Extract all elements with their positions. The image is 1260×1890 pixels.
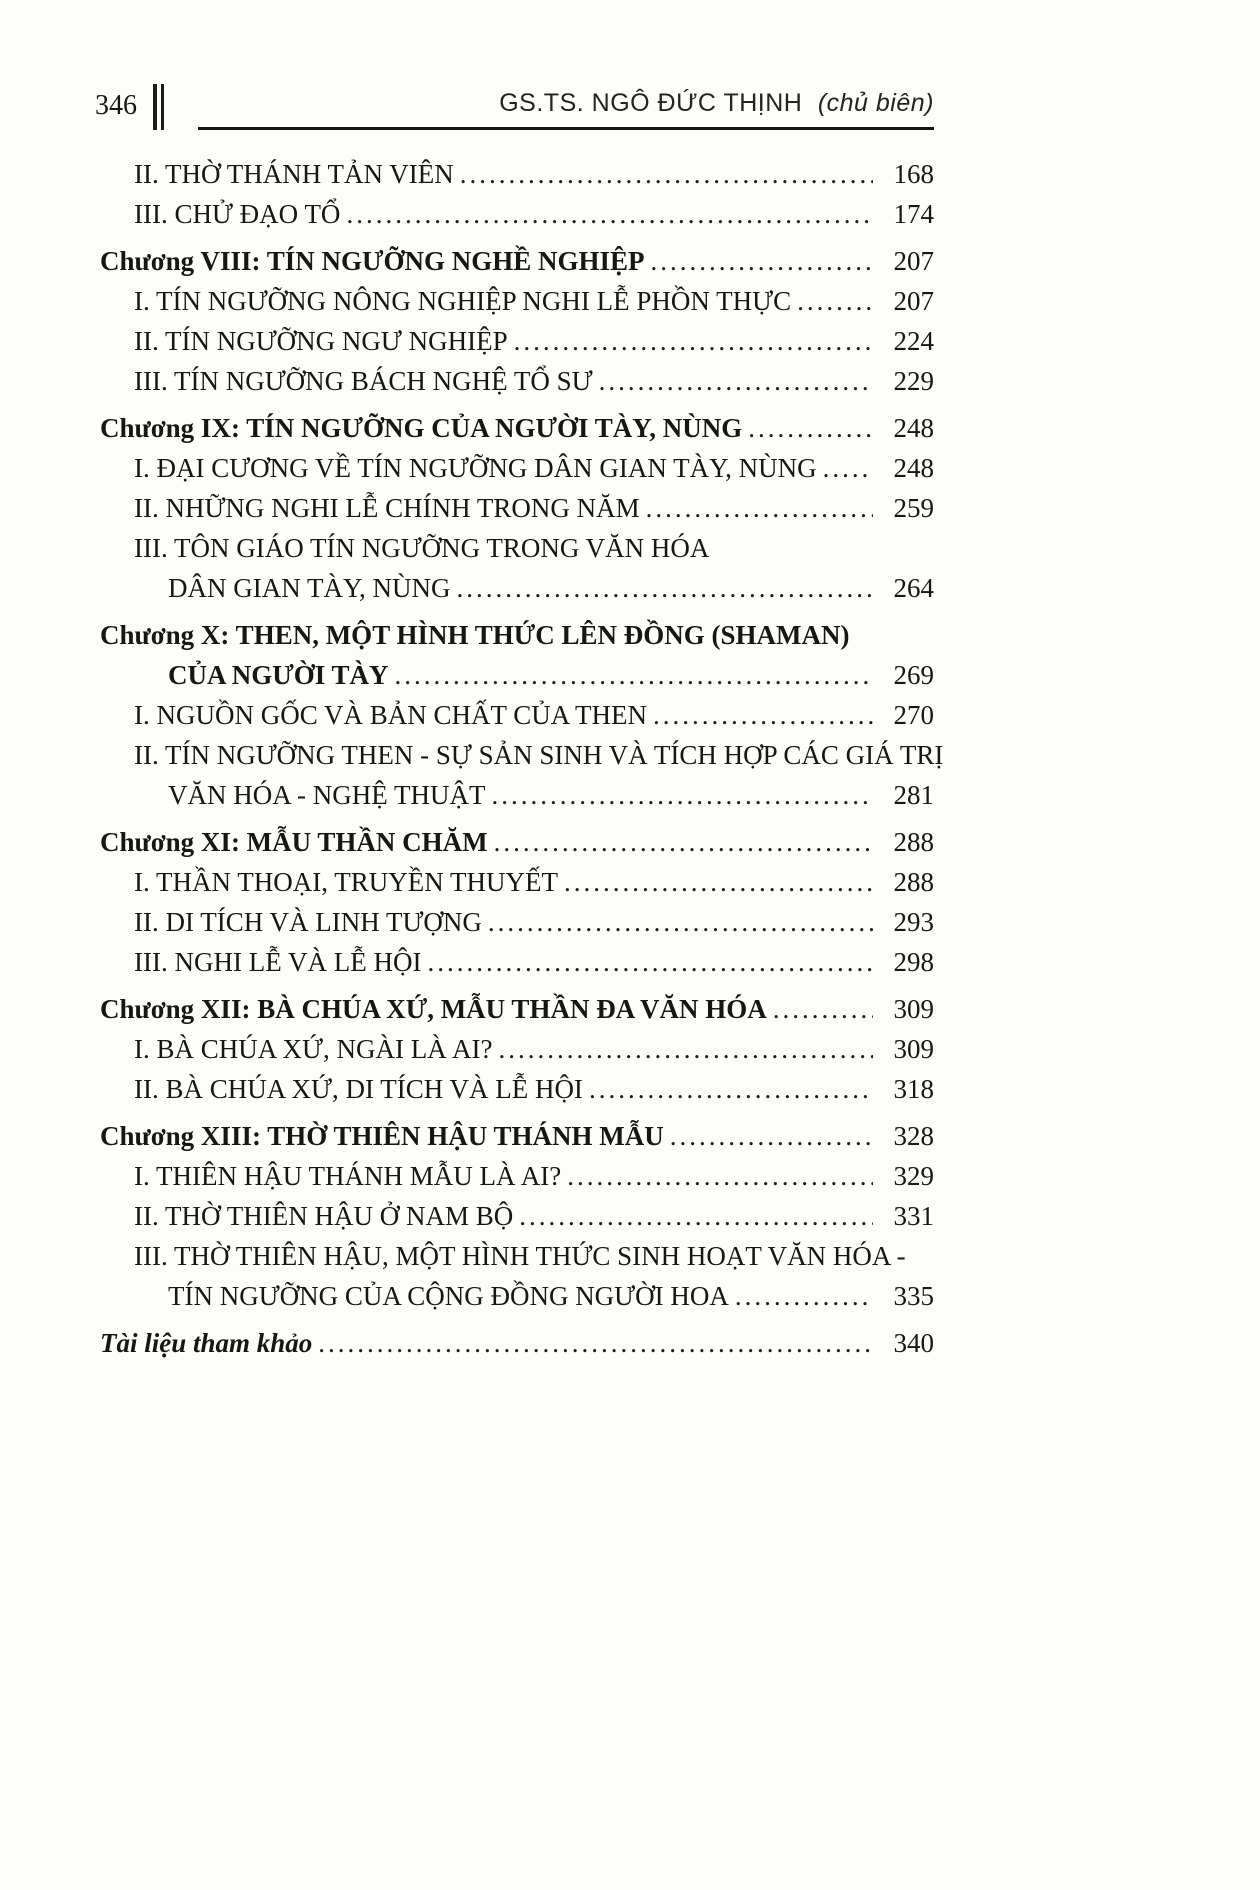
toc-entry-line [100, 1029, 934, 1069]
dot-leader [514, 321, 873, 361]
toc-entry-title: I. BÀ CHÚA XỨ, NGÀI LÀ AI? [134, 1034, 493, 1064]
dot-leader [498, 1029, 873, 1069]
toc-entry [100, 1196, 934, 1236]
toc-entry-page: 331 [893, 1201, 934, 1231]
toc-entry [100, 1236, 934, 1316]
toc-entry [100, 154, 934, 194]
toc-entry-page: 288 [893, 867, 934, 897]
toc-entry-title: CỦA NGƯỜI TÀY [168, 660, 389, 690]
toc-entry-line [100, 942, 934, 982]
toc-entry-title: III. NGHI LỄ VÀ LỄ HỘI [134, 947, 422, 977]
toc-entry [100, 408, 934, 448]
toc-entry-title: I. ĐẠI CƯƠNG VỀ TÍN NGƯỠNG DÂN GIAN TÀY, NÙNG [134, 453, 817, 483]
toc-entry-line [100, 1069, 934, 1109]
toc-entry [100, 1323, 934, 1363]
toc-entry [100, 862, 934, 902]
toc-entry-line [100, 241, 934, 281]
dot-leader [797, 281, 873, 321]
toc-entry-title: II. TÍN NGƯỠNG NGƯ NGHIỆP [134, 326, 508, 356]
toc-entry-line [100, 655, 934, 695]
toc-entry-line [100, 902, 934, 942]
toc-entry-title: Chương XII: BÀ CHÚA XỨ, MẪU THẦN ĐA VĂN HÓA [100, 994, 767, 1024]
toc-entry-line [100, 194, 934, 234]
header-rule [198, 89, 934, 130]
toc-entry-title: Chương XIII: THỜ THIÊN HẬU THÁNH MẪU [100, 1121, 664, 1151]
toc-entry-line [100, 488, 934, 528]
toc-entry-title: II. DI TÍCH VÀ LINH TƯỢNG [134, 907, 482, 937]
header-divider-bars-icon [153, 84, 164, 130]
toc-entry-title: III. TÍN NGƯỠNG BÁCH NGHỆ TỔ SƯ [134, 366, 593, 396]
toc-entry-page: 309 [893, 1034, 934, 1064]
toc-entry-line [100, 735, 944, 775]
toc-entry [100, 488, 934, 528]
dot-leader [488, 902, 873, 942]
toc-entry-page: 328 [893, 1121, 934, 1151]
toc-entry-line [100, 408, 934, 448]
running-header-author: GS.TS. NGÔ ĐỨC THỊNH [499, 89, 803, 117]
toc-entry-page: 298 [893, 947, 934, 977]
toc-entry [100, 448, 934, 488]
toc-entry-line [100, 528, 934, 568]
toc-entry-line [100, 448, 934, 488]
toc-entry-title: I. THIÊN HẬU THÁNH MẪU LÀ AI? [134, 1161, 562, 1191]
toc-entry-title: Tài liệu tham khảo [100, 1328, 313, 1358]
toc-entry-title: I. NGUỒN GỐC VÀ BẢN CHẤT CỦA THEN [134, 700, 648, 730]
toc-entry-line [100, 822, 934, 862]
toc-entry [100, 321, 934, 361]
dot-leader [589, 1069, 873, 1109]
dot-leader [318, 1323, 873, 1363]
toc-entry-title: II. THỜ THÁNH TẢN VIÊN [134, 159, 454, 189]
toc-entry [100, 528, 934, 608]
toc-entry-page: 335 [893, 1281, 934, 1311]
toc-entry [100, 942, 934, 982]
toc-entry-line [100, 775, 934, 815]
toc-entry-line [100, 1236, 934, 1276]
running-header [95, 84, 934, 130]
dot-leader [346, 194, 873, 234]
running-header-role: (chủ biên) [817, 89, 934, 117]
toc-entry-line [100, 1156, 934, 1196]
toc-entry-page: 259 [893, 493, 934, 523]
toc-entry-page: 281 [893, 780, 934, 810]
toc-entry-page: 288 [893, 827, 934, 857]
toc-entry-title: VĂN HÓA - NGHỆ THUẬT [168, 780, 486, 810]
toc-entry-page: 207 [893, 246, 934, 276]
toc-entry [100, 695, 934, 735]
toc-entry-title: Chương X: THEN, MỘT HÌNH THỨC LÊN ĐỒNG (SHAMAN) [100, 620, 850, 650]
toc-entry-line [100, 321, 934, 361]
toc-entry-line [100, 1196, 934, 1236]
toc-entry-page: 293 [893, 907, 934, 937]
dot-leader [670, 1116, 873, 1156]
toc-entry-title: II. TÍN NGƯỠNG THEN - SỰ SẢN SINH VÀ TÍCH HỢP CÁC GIÁ TRỊ [134, 740, 944, 770]
toc-entry-page: 248 [893, 413, 934, 443]
toc-entry [100, 822, 934, 862]
toc-entry-line [100, 989, 934, 1029]
toc-entry [100, 1156, 934, 1196]
toc-entry [100, 735, 944, 815]
toc-entry-title: III. TÔN GIÁO TÍN NGƯỠNG TRONG VĂN HÓA [134, 533, 710, 563]
toc-entry [100, 1116, 934, 1156]
dot-leader [457, 568, 874, 608]
dot-leader [564, 862, 873, 902]
toc-entry-page: 174 [893, 199, 934, 229]
toc-entry-title: II. NHỮNG NGHI LỄ CHÍNH TRONG NĂM [134, 493, 640, 523]
dot-leader [395, 655, 873, 695]
dot-leader [773, 989, 873, 1029]
toc-entry-title: I. THẦN THOẠI, TRUYỀN THUYẾT [134, 867, 558, 897]
toc-entry-title: Chương VIII: TÍN NGƯỠNG NGHỀ NGHIỆP [100, 246, 645, 276]
page-number: 346 [95, 90, 137, 121]
toc-entry-line [100, 1323, 934, 1363]
dot-leader [519, 1196, 873, 1236]
toc-entry-title: III. CHỬ ĐẠO TỔ [134, 199, 341, 229]
toc-entry-page: 309 [893, 994, 934, 1024]
toc-entry-page: 340 [893, 1328, 934, 1358]
toc-entry-title: TÍN NGƯỠNG CỦA CỘNG ĐỒNG NGƯỜI HOA [168, 1281, 729, 1311]
toc-entry-line [100, 695, 934, 735]
dot-leader [653, 695, 873, 735]
toc-entry-page: 168 [893, 159, 934, 189]
dot-leader [646, 488, 873, 528]
toc-entry-line [100, 568, 934, 608]
toc-entry-line [100, 281, 934, 321]
toc-entry-title: I. TÍN NGƯỠNG NÔNG NGHIỆP NGHI LỄ PHỒN THỰC [134, 286, 792, 316]
toc-entry [100, 241, 934, 281]
toc-entry [100, 281, 934, 321]
toc-entry [100, 361, 934, 401]
toc-entry [100, 1029, 934, 1069]
dot-leader [651, 241, 874, 281]
toc-entry-title: II. THỜ THIÊN HẬU Ở NAM BỘ [134, 1201, 514, 1231]
toc-entry [100, 902, 934, 942]
toc-entry-title: Chương XI: MẪU THẦN CHĂM [100, 827, 488, 857]
toc-entry [100, 615, 934, 695]
toc-entry-line [100, 862, 934, 902]
dot-leader [748, 408, 873, 448]
dot-leader [491, 775, 873, 815]
toc-entry-title: Chương IX: TÍN NGƯỠNG CỦA NGƯỜI TÀY, NÙNG [100, 413, 743, 443]
toc-entry-page: 318 [893, 1074, 934, 1104]
toc-entry-page: 207 [893, 286, 934, 316]
toc-entry-title: DÂN GIAN TÀY, NÙNG [168, 573, 451, 603]
toc [100, 154, 944, 1363]
toc-entry-line [100, 361, 934, 401]
toc-entry-page: 329 [893, 1161, 934, 1191]
dot-leader [823, 448, 873, 488]
dot-leader [735, 1276, 873, 1316]
toc-entry-line [100, 1276, 934, 1316]
dot-leader [567, 1156, 873, 1196]
toc-entry-page: 270 [893, 700, 934, 730]
toc-entry-page: 264 [893, 573, 934, 603]
toc-entry-page: 269 [893, 660, 934, 690]
dot-leader [494, 822, 873, 862]
toc-entry-line [100, 1116, 934, 1156]
toc-entry-page: 248 [893, 453, 934, 483]
dot-leader [427, 942, 873, 982]
toc-entry [100, 194, 934, 234]
dot-leader [460, 154, 873, 194]
toc-entry-title: III. THỜ THIÊN HẬU, MỘT HÌNH THỨC SINH HOẠT VĂN HÓA - [134, 1241, 906, 1271]
toc-entry [100, 989, 934, 1029]
toc-entry-title: II. BÀ CHÚA XỨ, DI TÍCH VÀ LỄ HỘI [134, 1074, 583, 1104]
dot-leader [599, 361, 873, 401]
toc-entry-line [100, 154, 934, 194]
toc-entry [100, 1069, 934, 1109]
toc-entry-page: 229 [893, 366, 934, 396]
toc-entry-line [100, 615, 934, 655]
toc-entry-page: 224 [893, 326, 934, 356]
